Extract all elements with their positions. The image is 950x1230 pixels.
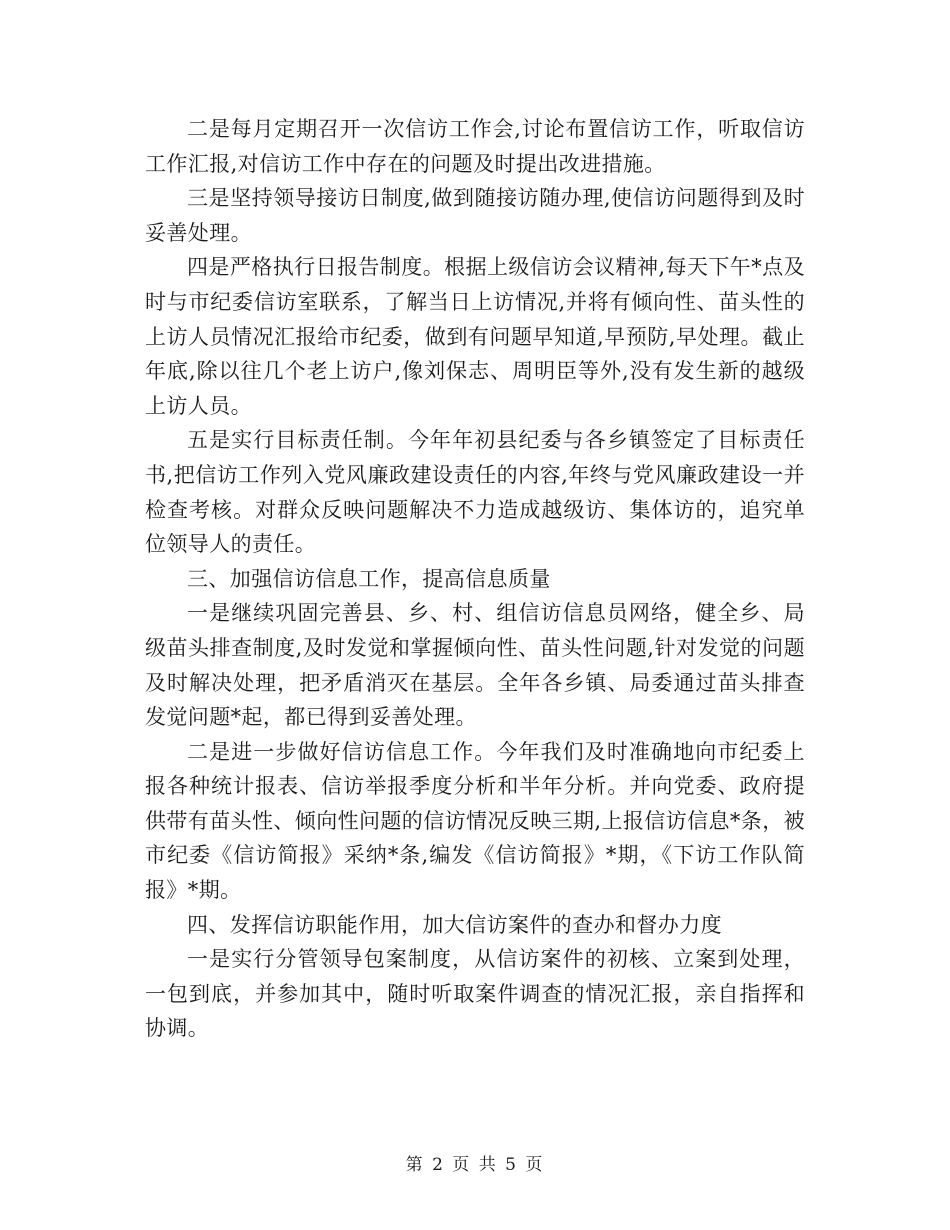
paragraph: 三是坚持领导接访日制度,做到随接访随办理,使信访问题得到及时妥善处理。 (145, 186, 805, 245)
document-body (145, 112, 805, 1046)
paragraph: 二是每月定期召开一次信访工作会,讨论布置信访工作，听取信访工作汇报,对信访工作中存在的问题及时提出改进措施。 (145, 117, 805, 176)
paragraph: 二是进一步做好信访信息工作。今年我们及时准确地向市纪委上报各种统计报表、信访举报季度分析和半年分析。并向党委、政府提供带有苗头性、倾向性问题的信访情况反映三期,上报信访信息*条，被市纪委《信访简报》采纳*条,编发《信访简报》*期，《下访工作队简报》*期。 (145, 739, 805, 903)
paragraph: 四是严格执行日报告制度。根据上级信访会议精神,每天下午*点及时与市纪委信访室联系，了解当日上访情况,并将有倾向性、苗头性的上访人员情况汇报给市纪委，做到有问题早知道,早预防,早处理。截止年底,除以往几个老上访户,像刘保志、周明臣等外,没有发生新的越级上访人员。 (145, 255, 805, 418)
paragraph: 一是实行分管领导包案制度，从信访案件的初核、立案到处理，一包到底，并参加其中，随时听取案件调查的情况汇报，亲自指挥和协调。 (145, 947, 805, 1041)
paragraph: 一是继续巩固完善县、乡、村、组信访信息员网络，健全乡、局级苗头排查制度,及时发觉和掌握倾向性、苗头性问题,针对发觉的问题及时解决处理，把矛盾消灭在基层。全年各乡镇、局委通过苗头排查发觉问题*起，都已得到妥善处理。 (145, 601, 805, 730)
section-heading: 四、发挥信访职能作用，加大信访案件的查办和督办力度 (187, 912, 722, 937)
section-heading: 三、加强信访信息工作，提高信息质量 (187, 566, 551, 591)
paragraph: 五是实行目标责任制。今年年初县纪委与各乡镇签定了目标责任书,把信访工作列入党风廉政建设责任的内容,年终与党风廉政建设一并检查考核。对群众反映问题解决不力造成越级访、集体访的，追究单位领导人的责任。 (145, 428, 805, 557)
page-footer: 第 2 页 共 5 页 (405, 1155, 545, 1175)
